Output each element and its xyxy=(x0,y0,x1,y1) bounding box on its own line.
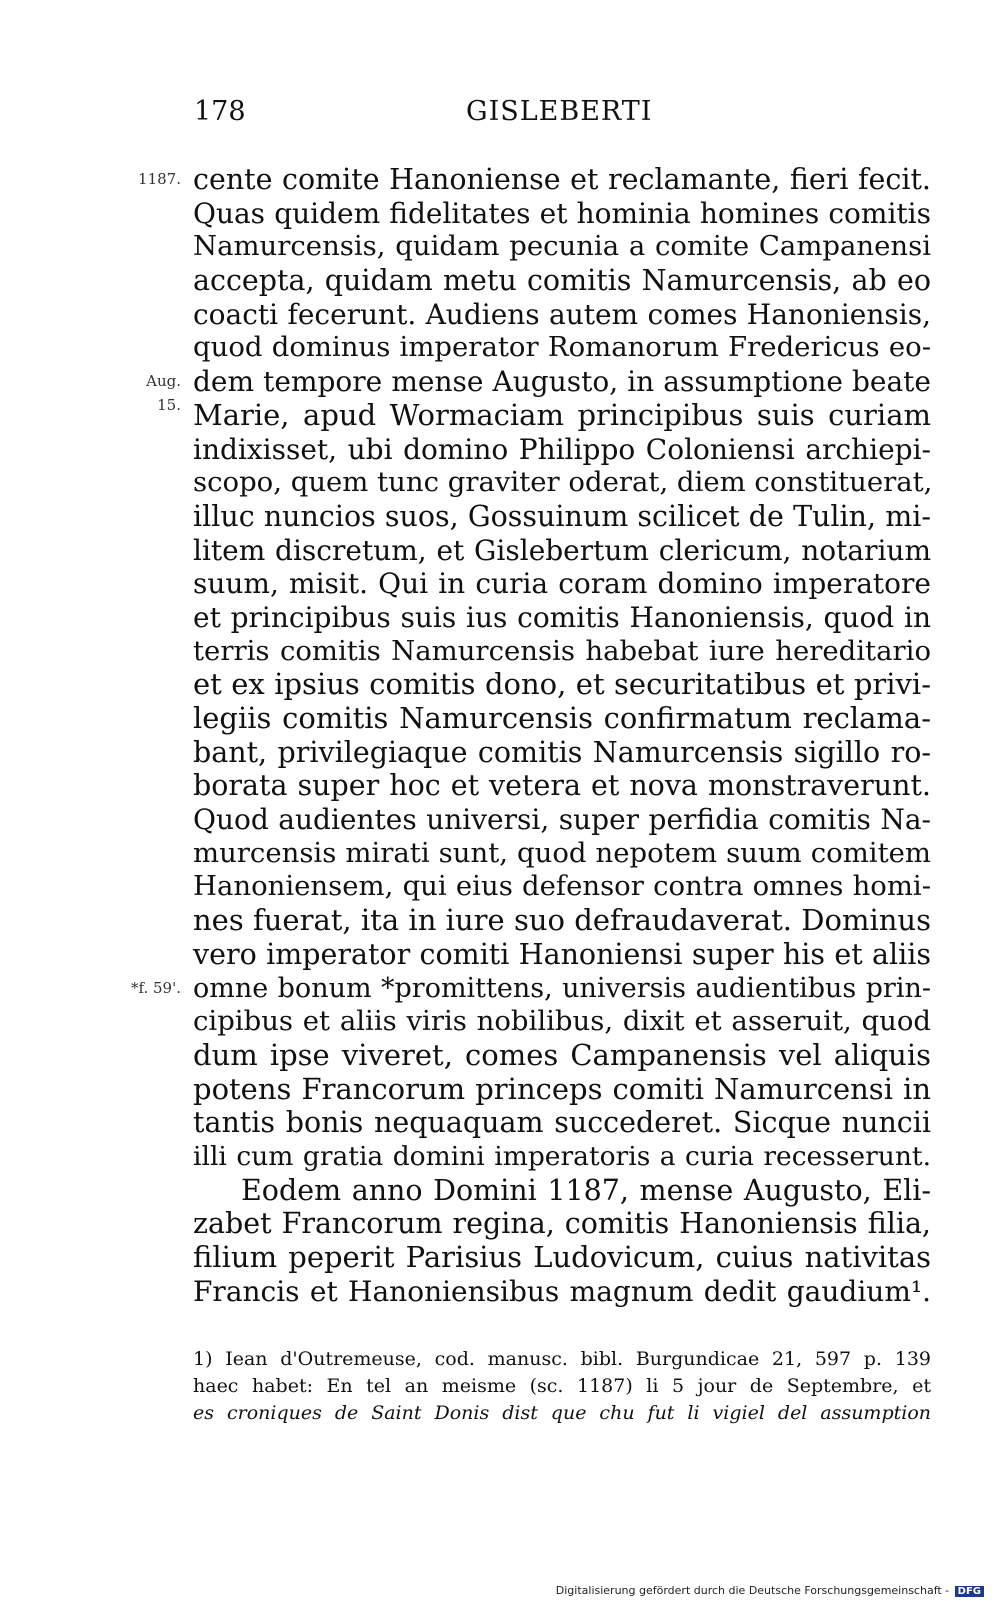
text-line: dem tempore mense Augusto, in assumptione beate xyxy=(193,365,931,399)
footnote-line: 1) Iean d'Outremeuse, cod. manusc. bibl. Burgundicae 21, 597 p. 139 xyxy=(193,1348,931,1370)
main-text xyxy=(130,163,933,1308)
text-line: indixisset, ubi domino Philippo Coloniensi archiepi- xyxy=(193,432,931,466)
margin-note-day: 15. xyxy=(157,396,181,414)
text-line: litem discretum, et Gislebertum clericum, notarium xyxy=(193,533,931,567)
margin-note-month: Aug. xyxy=(146,372,181,390)
text-line: illuc nuncios suos, Gossuinum scilicet de Tulin, mi- xyxy=(193,499,931,533)
text-line: zabet Francorum regina, comitis Hanoniensis filia, xyxy=(193,1207,931,1241)
text-line: Namurcensis, quidam pecunia a comite Campanensi xyxy=(193,230,931,263)
text-line: Marie, apud Wormaciam principibus suis curiam xyxy=(193,397,931,432)
text-line: filium peperit Parisius Ludovicum, cuius nativitas xyxy=(193,1240,931,1274)
digitization-credit xyxy=(556,1584,984,1597)
text-line: cente comite Hanoniense et reclamante, fieri fecit. xyxy=(193,163,931,196)
text-line: potens Francorum princeps comiti Namurcensi in xyxy=(193,1071,931,1106)
text-line: vero imperator comiti Hanoniensi super his et aliis xyxy=(193,937,931,971)
text-line: borata super hoc et vetera et nova monstraverunt. xyxy=(193,769,931,803)
text-line: Hanoniensem, qui eius defensor contra omnes homi- xyxy=(193,870,931,903)
text-line: et principibus suis ius comitis Hanoniensis, quod in xyxy=(193,600,931,634)
margin-note-year: 1187. xyxy=(138,170,181,188)
text-line: tantis bonis nequaquam succederet. Sicque nuncii xyxy=(193,1106,931,1140)
text-line: bant, privilegiaque comitis Namurcensis sigillo ro- xyxy=(193,735,931,769)
text-line: cipibus et aliis viris nobilibus, dixit et asseruit, quod xyxy=(193,1005,931,1038)
text-line: Quod audientes universi, super perfidia comitis Na- xyxy=(193,803,931,837)
text-line: suum, misit. Qui in curia coram domino imperatore xyxy=(193,567,931,601)
margin-note-folio: *f. 59'. xyxy=(130,979,181,997)
footnote-line: es croniques de Saint Donis dist que chu fut li vigiel del assumption xyxy=(193,1402,931,1424)
credit-text: Digitalisierung gefördert durch die Deutsche Forschungsgemeinschaft - xyxy=(555,1584,950,1597)
text-line: scopo, quem tunc graviter oderat, diem constituerat, xyxy=(193,466,933,499)
dfg-logo: DFG xyxy=(955,1586,984,1597)
text-line: legiis comitis Namurcensis confirmatum reclama- xyxy=(193,701,931,735)
footnote-line: haec habet: En tel an meisme (sc. 1187) li 5 jour de Septembre, et xyxy=(193,1375,931,1397)
running-title: GISLEBERTI xyxy=(466,96,653,127)
page-number: 178 xyxy=(194,96,246,127)
text-line: murcensis mirati sunt, quod nepotem suum comitem xyxy=(193,836,931,869)
text-line: omne bonum *promittens, universis audientibus prin- xyxy=(193,972,931,1004)
text-line: coacti fecerunt. Audiens autem comes Hanoniensis, xyxy=(193,297,931,331)
text-line: Francis et Hanoniensibus magnum dedit gaudium¹. xyxy=(193,1274,931,1308)
text-line: nes fuerat, ita in iure suo defraudaverat. Dominus xyxy=(193,903,931,938)
text-line: accepta, quidam metu comitis Namurcensis, ab eo xyxy=(193,264,931,298)
text-line: terris comitis Namurcensis habebat iure hereditario xyxy=(193,634,931,667)
text-line: et ex ipsius comitis dono, et securitatibus et privi- xyxy=(193,667,931,702)
text-line: quod dominus imperator Romanorum Fredericus eo- xyxy=(193,331,931,364)
text-line: dum ipse viveret, comes Campanensis vel aliquis xyxy=(193,1037,931,1072)
text-line: Quas quidem fidelitates et hominia homines comitis xyxy=(193,196,931,230)
text-line-paragraph-start: Eodem anno Domini 1187, mense Augusto, Eli- xyxy=(241,1173,931,1207)
page-header xyxy=(0,96,1000,136)
text-line: illi cum gratia domini imperatoris a curia recesserunt. xyxy=(193,1140,931,1172)
footnotes xyxy=(193,1346,931,1427)
